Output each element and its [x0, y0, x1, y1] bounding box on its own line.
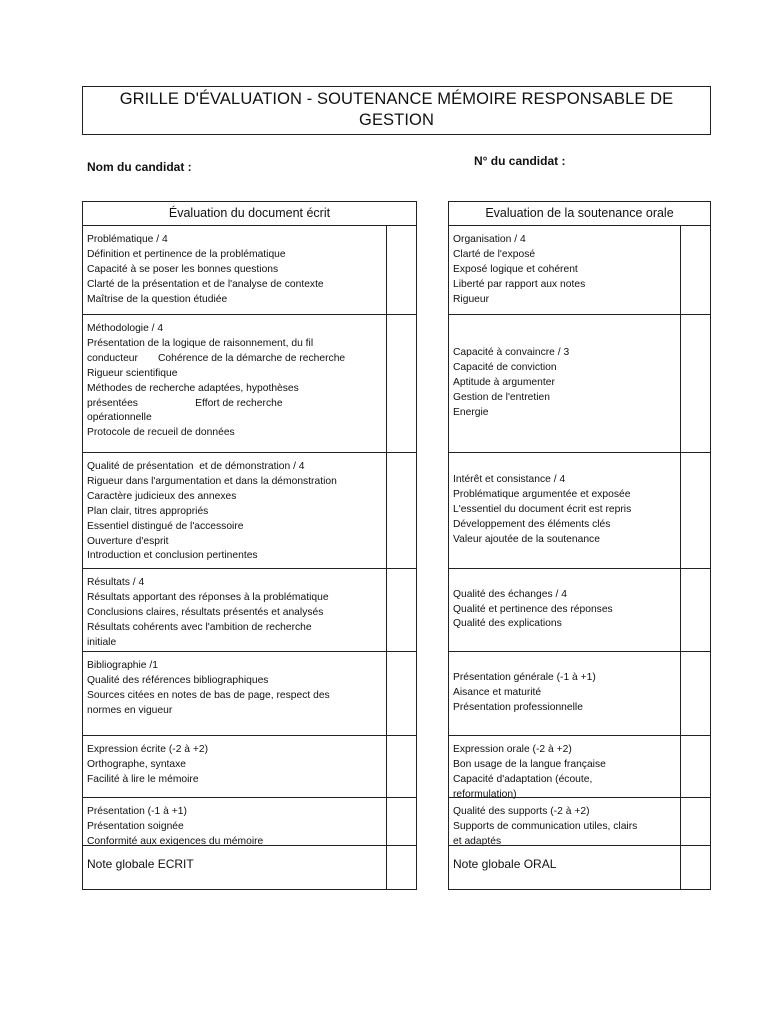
- criterion-detail: Rigueur scientifique: [87, 367, 178, 379]
- criterion-detail: Exposé logique et cohérent: [453, 263, 578, 275]
- criterion-detail: Problématique argumentée et exposée: [453, 489, 631, 501]
- candidate-name-label: Nom du candidat :: [87, 160, 192, 174]
- criterion-detail: Facilité à lire le mémoire: [87, 773, 199, 785]
- candidate-number-label: N° du candidat :: [474, 154, 566, 168]
- criterion-title: Expression écrite (-2 à +2): [87, 744, 209, 755]
- criterion-detail: Présentation de la logique de raisonnement, du fil: [87, 337, 314, 349]
- oral-criterion-row: [449, 453, 710, 569]
- ecrit-total-score-cell[interactable]: [386, 846, 416, 889]
- criterion-text: [449, 798, 680, 845]
- criterion-detail: Essentiel distingué de l'accessoire: [87, 520, 244, 532]
- criterion-title: Méthodologie / 4: [87, 323, 164, 334]
- criterion-text: [449, 652, 680, 735]
- criterion-detail: Résultats cohérents avec l'ambition de recherche: [87, 621, 312, 633]
- score-cell[interactable]: [680, 652, 710, 735]
- criterion-detail: Plan clair, titres appropriés: [87, 505, 209, 517]
- criterion-detail: Capacité à se poser les bonnes questions: [87, 263, 279, 275]
- criterion-detail: Conformité aux exigences du mémoire: [87, 835, 264, 847]
- oral-criterion-row: [449, 798, 710, 846]
- score-cell[interactable]: [680, 798, 710, 845]
- criterion-title: Organisation / 4: [453, 234, 526, 245]
- criterion-text: [449, 453, 680, 568]
- criterion-detail: Méthodes de recherche adaptées, hypothèses: [87, 382, 299, 394]
- oral-criterion-row: [449, 315, 710, 453]
- criterion-detail: Rigueur: [453, 293, 490, 305]
- criterion-detail: opérationnelle: [87, 412, 152, 424]
- criterion-title: Résultats / 4: [87, 577, 145, 588]
- criterion-detail: Valeur ajoutée de la soutenance: [453, 533, 600, 545]
- title-line-1: GRILLE D'ÉVALUATION - SOUTENANCE MÉMOIRE RESPONSABLE DE: [119, 90, 674, 108]
- criterion-detail: Définition et pertinence de la problématique: [87, 248, 286, 260]
- criterion-text: [449, 315, 680, 452]
- criterion-detail: Sources citées en notes de bas de page, respect des: [87, 689, 330, 701]
- criterion-text: [83, 798, 386, 845]
- score-cell[interactable]: [680, 453, 710, 568]
- ecrit-total-label: Note globale ECRIT: [87, 857, 194, 872]
- criterion-detail: Présentation soignée: [87, 820, 184, 832]
- oral-total-score-cell[interactable]: [680, 846, 710, 889]
- criterion-detail: Supports de communication utiles, clairs: [453, 820, 638, 832]
- criterion-detail: Capacité de conviction: [453, 362, 557, 374]
- written-evaluation-heading: Évaluation du document écrit: [83, 202, 416, 226]
- criterion-detail: Clarté de la présentation et de l'analyse de contexte: [87, 278, 324, 290]
- ecrit-criterion-row: [83, 652, 416, 736]
- ecrit-criterion-row: [83, 226, 416, 315]
- score-cell[interactable]: [680, 736, 710, 797]
- ecrit-criterion-row: [83, 736, 416, 798]
- criterion-detail: Ouverture d'esprit: [87, 535, 169, 547]
- score-cell[interactable]: [386, 569, 416, 651]
- oral-criterion-row: [449, 569, 710, 652]
- criterion-detail: Rigueur dans l'argumentation et dans la démonstration: [87, 475, 337, 487]
- criterion-detail: Qualité des références bibliographiques: [87, 674, 269, 686]
- criterion-detail: Energie: [453, 406, 489, 418]
- criterion-detail: Gestion de l'entretien: [453, 391, 550, 403]
- criterion-detail: L'essentiel du document écrit est repris: [453, 504, 632, 516]
- criterion-title: Bibliographie /1: [87, 660, 158, 671]
- criterion-detail: Développement des éléments clés: [453, 518, 611, 530]
- criterion-title: Problématique / 4: [87, 234, 168, 245]
- criterion-text: [449, 736, 680, 800]
- score-cell[interactable]: [386, 315, 416, 452]
- criterion-detail: Introduction et conclusion pertinentes: [87, 550, 258, 562]
- criterion-title: Qualité des échanges / 4: [453, 588, 567, 600]
- criterion-detail: et adaptés: [453, 835, 502, 847]
- score-cell[interactable]: [680, 315, 710, 452]
- oral-evaluation-table: [448, 201, 711, 890]
- criterion-text: [83, 569, 386, 651]
- criterion-title: Présentation générale (-1 à +1): [453, 672, 596, 684]
- criterion-detail: initiale: [87, 636, 117, 648]
- criterion-detail: Clarté de l'exposé: [453, 248, 536, 260]
- ecrit-criterion-row: [83, 569, 416, 652]
- ecrit-total-row: [83, 846, 416, 889]
- criterion-detail: Liberté par rapport aux notes: [453, 278, 586, 290]
- score-cell[interactable]: [386, 652, 416, 735]
- criterion-detail: reformulation): [453, 788, 517, 800]
- score-cell[interactable]: [386, 736, 416, 797]
- criterion-detail: Capacité d'adaptation (écoute,: [453, 773, 593, 785]
- criterion-detail: Protocole de recueil de données: [87, 427, 235, 439]
- criterion-title: Intérêt et consistance / 4: [453, 474, 566, 486]
- ecrit-criterion-row: [83, 453, 416, 569]
- criterion-detail: Présentation professionnelle: [453, 701, 583, 713]
- criterion-detail: Maîtrise de la question étudiée: [87, 293, 228, 305]
- criterion-text: [83, 315, 386, 452]
- criterion-detail: présentées Effort de recherche: [87, 397, 283, 409]
- criterion-detail: Caractère judicieux des annexes: [87, 490, 237, 502]
- document-title: [82, 86, 711, 135]
- criterion-detail: normes en vigueur: [87, 704, 173, 716]
- score-cell[interactable]: [680, 569, 710, 651]
- score-cell[interactable]: [386, 453, 416, 568]
- ecrit-criterion-row: [83, 315, 416, 453]
- oral-total-row: [449, 846, 710, 889]
- criterion-title: Expression orale (-2 à +2): [453, 744, 572, 755]
- score-cell[interactable]: [386, 798, 416, 845]
- score-cell[interactable]: [680, 226, 710, 314]
- ecrit-criterion-row: [83, 798, 416, 846]
- criterion-detail: Aptitude à argumenter: [453, 377, 555, 389]
- criterion-text: [83, 226, 386, 314]
- criterion-title: Qualité des supports (-2 à +2): [453, 806, 590, 817]
- criterion-detail: Bon usage de la langue française: [453, 758, 606, 770]
- criterion-text: [83, 453, 386, 568]
- criterion-detail: Conclusions claires, résultats présentés et analysés: [87, 606, 324, 618]
- title-line-2: GESTION: [359, 111, 434, 129]
- criterion-title: Qualité de présentation et de démonstration / 4: [87, 461, 305, 472]
- criterion-detail: Aisance et maturité: [453, 687, 542, 699]
- criterion-text: [449, 226, 680, 314]
- oral-evaluation-heading: Evaluation de la soutenance orale: [449, 202, 710, 226]
- criterion-text: [83, 652, 386, 735]
- criterion-detail: conducteur Cohérence de la démarche de recherche: [87, 352, 346, 364]
- criterion-text: [83, 736, 386, 797]
- score-cell[interactable]: [386, 226, 416, 314]
- criterion-text: [449, 569, 680, 651]
- criterion-detail: Qualité des explications: [453, 618, 562, 630]
- criterion-detail: Orthographe, syntaxe: [87, 758, 187, 770]
- criterion-title: Capacité à convaincre / 3: [453, 347, 570, 359]
- written-evaluation-table: [82, 201, 417, 890]
- oral-total-label: Note globale ORAL: [453, 857, 557, 872]
- criterion-detail: Qualité et pertinence des réponses: [453, 603, 613, 615]
- oral-criterion-row: [449, 652, 710, 736]
- criterion-title: Présentation (-1 à +1): [87, 806, 187, 817]
- oral-criterion-row: [449, 226, 710, 315]
- criterion-detail: Résultats apportant des réponses à la problématique: [87, 591, 329, 603]
- oral-criterion-row: [449, 736, 710, 798]
